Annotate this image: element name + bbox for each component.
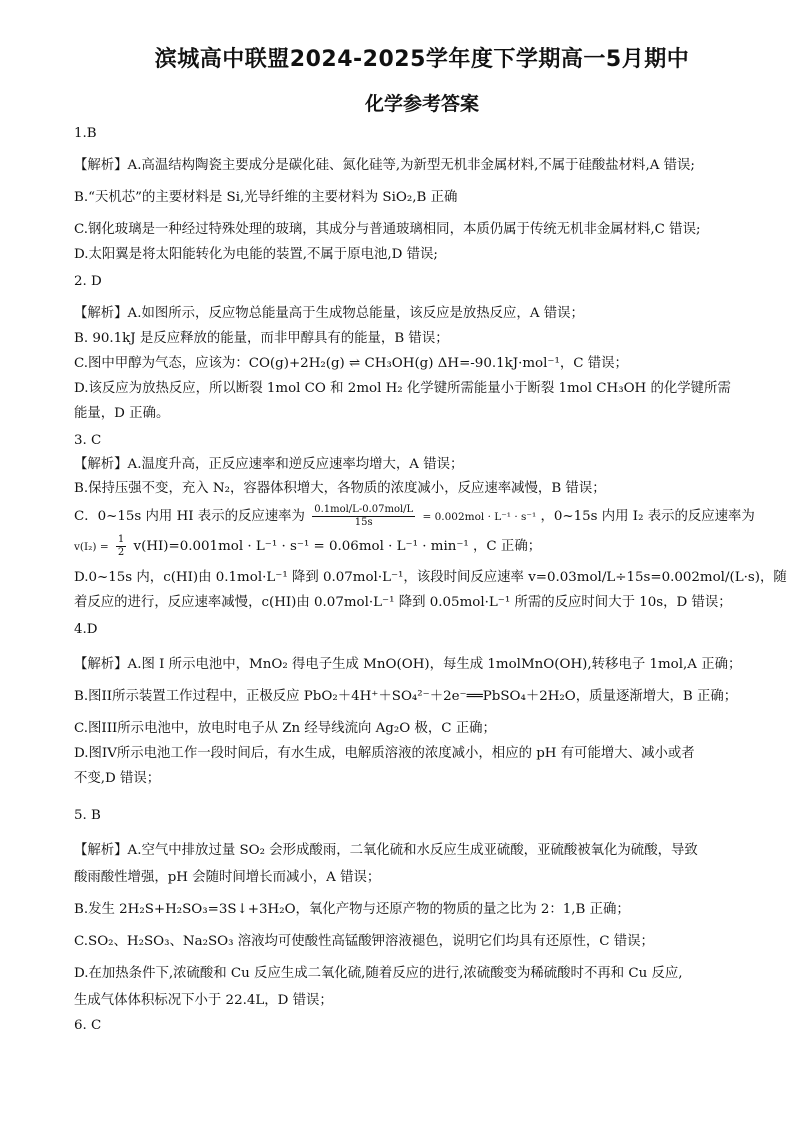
explanation-line: 【解析】A.温度升高，正反应速率和逆反应速率均增大，A 错误； (74, 457, 464, 472)
fraction-numerator: 1 (117, 534, 125, 545)
answer-label: 6. C (74, 1018, 102, 1033)
explanation-line: D.该反应为放热反应，所以断裂 1mol CO 和 2mol H₂ 化学键所需能量小于断裂 1mol CH₃OH 的化学键所需 (74, 381, 731, 396)
explanation-line: D.太阳翼是将太阳能转化为电能的装置,不属于原电池,D 错误; (74, 247, 438, 262)
explanation-line: D.0~15s 内，c(HI)由 0.1mol·L⁻¹ 降到 0.07mol·L⁻¹，该段时间反应速率 v=0.03mol/L÷15s=0.002mol/(L·s)，随 (74, 570, 787, 585)
explanation-line: 【解析】A.图 I 所示电池中，MnO₂ 得电子生成 MnO(OH)，每生成 1molMnO(OH),转移电子 1mol,A 正确； (74, 657, 742, 672)
explanation-line: 生成气体体积标况下小于 22.4L，D 错误； (74, 993, 333, 1008)
explanation-line: B.保持压强不变，充入 N₂，容器体积增大，各物质的浓度减小，反应速率减慢，B 错误； (74, 481, 606, 496)
question-2 (74, 272, 770, 423)
rate-formula-line (74, 532, 770, 562)
fraction-denominator: 15s (354, 517, 373, 528)
explanation-line: 【解析】A.空气中排放过量 SO₂ 会形成酸雨，二氧化硫和水反应生成亚硫酸，亚硫酸被氧化为硫酸，导致 (74, 843, 698, 858)
explanation-line: C.钢化玻璃是一种经过特殊处理的玻璃，其成分与普通玻璃相同，本质仍属于传统无机非金属材料,C 错误; (74, 222, 701, 237)
explanation-line: D.在加热条件下,浓硫酸和 Cu 反应生成二氧化硫,随着反应的进行,浓硫酸变为稀硫酸时不再和 Cu 反应, (74, 966, 683, 981)
formula-text: v(HI)=0.001mol · L⁻¹ · s⁻¹ = 0.06mol · L⁻¹ · min⁻¹ ，C 正确； (133, 539, 542, 554)
explanation-line: D.图IV所示电池工作一段时间后，有水生成，电解质溶液的浓度减小，相应的 pH 有可能增大、减小或者 (74, 746, 695, 761)
answer-label: 5. B (74, 808, 101, 823)
question-5 (74, 806, 770, 1010)
explanation-line: 着反应的进行，反应速率减慢，c(HI)由 0.07mol·L⁻¹ 降到 0.05mol·L⁻¹ 所需的反应时间大于 10s，D 错误； (74, 595, 732, 610)
explanation-line: 【解析】A.如图所示，反应物总能量高于生成物总能量，该反应是放热反应，A 错误； (74, 306, 584, 321)
formula-result: = 0.002mol · L⁻¹ · s⁻¹ (422, 511, 537, 523)
explanation-line: C.SO₂、H₂SO₃、Na₂SO₃ 溶液均可使酸性高锰酸钾溶液褪色，说明它们均具有还原性，C 错误； (74, 934, 654, 949)
question-6 (74, 1016, 770, 1035)
explanation-line: B.“天机芯”的主要材料是 Si,光导纤维的主要材料为 SiO₂,B 正确 (74, 190, 458, 205)
explanation-line: 【解析】A.高温结构陶瓷主要成分是碳化硅、氮化硅等,为新型无机非金属材料,不属于硅酸盐材料,A 错误; (74, 158, 695, 173)
explanation-line: B.发生 2H₂S+H₂SO₃=3S↓+3H₂O，氧化产物与还原产物的物质的量之比为 2：1,B 正确； (74, 902, 630, 917)
answer-label: 3. C (74, 433, 102, 448)
explanation-line: 能量，D 正确。 (74, 406, 170, 421)
page-subtitle: 化学参考答案 (364, 93, 479, 115)
formula-text: ，0~15s 内用 I₂ 表示的反应速率为 (540, 509, 755, 524)
question-4 (74, 620, 770, 788)
fraction-numerator: 0.1mol/L-0.07mol/L (314, 504, 414, 515)
explanation-line: B.图II所示装置工作过程中，正极反应 PbO₂＋4H⁺＋SO₄²⁻＋2e⁻══PbSO₄＋2H₂O，质量逐渐增大，B 正确； (74, 689, 738, 704)
formula-text: C．0~15s 内用 HI 表示的反应速率为 (74, 509, 305, 524)
question-3 (74, 431, 787, 612)
answer-label: 1.B (74, 126, 97, 141)
answer-label: 2. D (74, 274, 102, 289)
explanation-line: 不变,D 错误； (74, 771, 161, 786)
explanation-line: 酸雨酸性增强，pH 会随时间增长而减小，A 错误； (74, 870, 381, 885)
explanation-line: C.图III所示电池中，放电时电子从 Zn 经导线流向 Ag₂O 极，C 正确； (74, 721, 496, 736)
rate-fraction (312, 504, 415, 529)
page-title: 滨城高中联盟2024-2025学年度下学期高一5月期中 (154, 47, 690, 72)
answer-label: 4.D (74, 622, 98, 637)
question-1 (74, 124, 770, 264)
explanation-line: B. 90.1kJ 是反应释放的能量，而非甲醇具有的能量，B 错误； (74, 331, 449, 346)
explanation-line: C.图中甲醇为气态，应该为：CO(g)+2H₂(g) ⇌ CH₃OH(g) ΔH=-90.1kJ·mol⁻¹，C 错误； (74, 356, 628, 371)
rate-formula-line (74, 502, 770, 532)
half-fraction (116, 534, 126, 559)
formula-text: v(I₂) = (74, 541, 109, 553)
fraction-denominator: 2 (117, 547, 125, 558)
